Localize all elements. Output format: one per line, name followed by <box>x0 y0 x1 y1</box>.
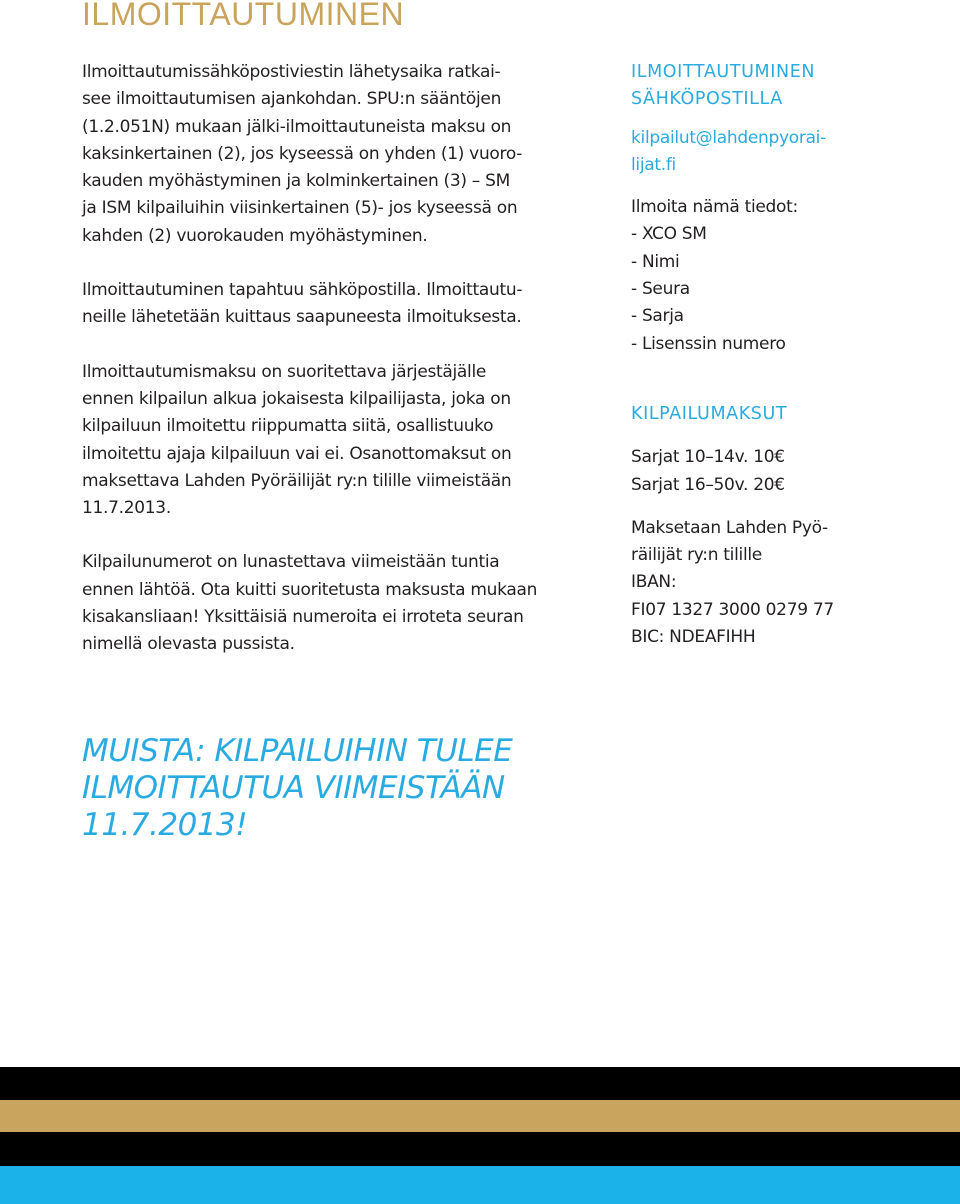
text-line: kauden myöhästyminen ja kolminkertainen (3) – SM <box>82 171 510 192</box>
required-info-list <box>631 221 921 357</box>
list-item: - Lisenssin numero <box>631 333 786 354</box>
text-line: see ilmoittautumisen ajankohdan. SPU:n sääntöjen <box>82 89 502 110</box>
text-line: Ilmoittautumismaksu on suoritettava järjestäjälle <box>82 361 487 382</box>
decorative-stripe-gold <box>0 1100 960 1132</box>
text-line: kaksinkertainen (2), jos kyseessä on yhden (1) vuoro- <box>82 143 523 164</box>
race-fees-heading: KILPAILUMAKSUT <box>631 403 788 424</box>
text-line: Kilpailunumerot on lunastettava viimeistään tuntia <box>82 552 500 573</box>
payment-line: BIC: NDEAFIHH <box>631 627 756 648</box>
payment-line: FI07 1327 3000 0279 77 <box>631 599 834 620</box>
email-line: lijat.fi <box>631 154 676 175</box>
list-item: - Nimi <box>631 251 680 272</box>
text-line: Ilmoittautumissähköpostiviestin lähetysaika ratkai- <box>82 62 501 82</box>
text-line: nimellä olevasta pussista. <box>82 634 295 655</box>
text-line: kahden (2) vuorokauden myöhästyminen. <box>82 225 428 246</box>
reminder-line: MUISTA: KILPAILUIHIN TULEE <box>82 733 513 769</box>
text-line: kisakansliaan! Yksittäisiä numeroita ei irroteta seuran <box>82 607 524 628</box>
payment-details <box>631 515 921 651</box>
paragraph-registration-timing <box>82 59 612 250</box>
text-line: ennen kilpailun alkua jokaisesta kilpailijasta, joka on <box>82 388 511 409</box>
heading-line: ILMOITTAUTUMINEN <box>631 62 816 82</box>
text-line: kilpailuun ilmoitettu riippumatta siitä, osallistuuko <box>82 416 494 437</box>
decorative-stripe-blue <box>0 1166 960 1204</box>
text-line: neille lähetetään kuittaus saapuneesta ilmoituksesta. <box>82 307 522 328</box>
text-line: ennen lähtöä. Ota kuitti suoritetusta maksusta mukaan <box>82 579 538 600</box>
heading-line: SÄHKÖPOSTILLA <box>631 89 783 110</box>
main-text-column <box>82 59 612 659</box>
text-line: (1.2.051N) mukaan jälki-ilmoittautuneista maksu on <box>82 116 512 137</box>
paragraph-registration-fee <box>82 359 612 523</box>
paragraph-registration-email <box>82 277 612 332</box>
page-title: ILMOITTAUTUMINEN <box>82 0 405 32</box>
payment-line: räilijät ry:n tilille <box>631 545 762 566</box>
list-item: - Sarja <box>631 306 684 327</box>
email-registration-heading <box>631 59 921 114</box>
payment-line: IBAN: <box>631 572 677 593</box>
race-fees-list <box>631 444 921 499</box>
payment-line: Maksetaan Lahden Pyö- <box>631 517 828 538</box>
decorative-stripe-black <box>0 1132 960 1166</box>
list-item: - XCO SM <box>631 224 707 245</box>
email-line: kilpailut@lahdenpyorai- <box>631 127 826 148</box>
text-line: ja ISM kilpailuihin viisinkertainen (5)- jos kyseessä on <box>82 198 518 219</box>
text-line: Ilmoittautuminen tapahtuu sähköpostilla. Ilmoittautu- <box>82 280 523 301</box>
fee-line: Sarjat 16–50v. 20€ <box>631 474 785 495</box>
deadline-reminder <box>82 733 622 844</box>
text-line: 11.7.2013. <box>82 498 171 519</box>
reminder-line: ILMOITTAUTUA VIIMEISTÄÄN <box>82 770 505 806</box>
decorative-stripe-black <box>0 1067 960 1100</box>
notify-intro: Ilmoita nämä tiedot: <box>631 197 798 218</box>
email-address-link[interactable] <box>631 125 921 180</box>
list-item: - Seura <box>631 279 690 300</box>
paragraph-race-numbers <box>82 549 612 658</box>
sidebar-column <box>631 59 921 651</box>
reminder-line: 11.7.2013! <box>82 807 248 843</box>
text-line: ilmoitettu ajaja kilpailuun vai ei. Osanottomaksut on <box>82 443 512 464</box>
fee-line: Sarjat 10–14v. 10€ <box>631 447 785 468</box>
text-line: maksettava Lahden Pyöräilijät ry:n tilille viimeistään <box>82 470 512 491</box>
